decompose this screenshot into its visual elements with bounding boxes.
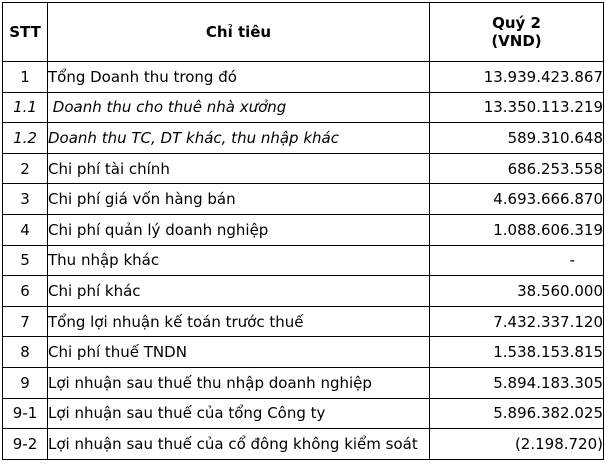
row-indicator: Lợi nhuận sau thuế của cổ đông không kiểm soát	[48, 429, 430, 460]
row-indicator: Lợi nhuận sau thuế thu nhập doanh nghiệp	[48, 367, 430, 398]
table-row	[3, 92, 604, 123]
header-indicator: Chỉ tiêu	[48, 3, 430, 62]
row-value: 4.693.666.870	[430, 184, 604, 215]
header-value-unit: (VND)	[491, 32, 542, 50]
table-row	[3, 184, 604, 215]
row-value: 13.939.423.867	[430, 62, 604, 93]
row-indicator: Chi phí thuế TNDN	[48, 337, 430, 368]
table-row	[3, 276, 604, 307]
header-stt: STT	[3, 3, 48, 62]
row-value: 5.894.183.305	[430, 367, 604, 398]
table-row	[3, 123, 604, 154]
row-indicator: Chi phí khác	[48, 276, 430, 307]
row-stt: 1	[3, 62, 48, 93]
row-stt: 9	[3, 367, 48, 398]
row-stt: 6	[3, 276, 48, 307]
row-stt: 8	[3, 337, 48, 368]
row-value: (2.198.720)	[430, 429, 604, 460]
table-row	[3, 398, 604, 429]
row-indicator: Doanh thu cho thuê nhà xưởng	[48, 92, 430, 123]
financial-table	[2, 2, 604, 460]
table-row	[3, 214, 604, 245]
row-indicator: Thu nhập khác	[48, 245, 430, 276]
row-stt: 1.1	[3, 92, 48, 123]
row-value: 589.310.648	[430, 123, 604, 154]
header-value	[430, 3, 604, 62]
row-indicator: Tổng Doanh thu trong đó	[48, 62, 430, 93]
table-row	[3, 429, 604, 460]
row-stt: 2	[3, 153, 48, 184]
row-indicator: Chi phí giá vốn hàng bán	[48, 184, 430, 215]
row-indicator: Tổng lợi nhuận kế toán trước thuế	[48, 306, 430, 337]
row-stt: 5	[3, 245, 48, 276]
row-value: 1.538.153.815	[430, 337, 604, 368]
row-stt: 9-1	[3, 398, 48, 429]
row-value: -	[430, 245, 604, 276]
table-row	[3, 62, 604, 93]
table-row	[3, 306, 604, 337]
row-value: 5.896.382.025	[430, 398, 604, 429]
table-row	[3, 337, 604, 368]
row-stt: 1.2	[3, 123, 48, 154]
row-stt: 3	[3, 184, 48, 215]
table-row	[3, 367, 604, 398]
row-value: 38.560.000	[430, 276, 604, 307]
row-value: 686.253.558	[430, 153, 604, 184]
row-value: 13.350.113.219	[430, 92, 604, 123]
row-stt: 9-2	[3, 429, 48, 460]
row-stt: 4	[3, 214, 48, 245]
table-row	[3, 245, 604, 276]
row-indicator: Chi phí tài chính	[48, 153, 430, 184]
row-value: 7.432.337.120	[430, 306, 604, 337]
table-header-row	[3, 3, 604, 62]
table-row	[3, 153, 604, 184]
row-value: 1.088.606.319	[430, 214, 604, 245]
row-indicator: Lợi nhuận sau thuế của tổng Công ty	[48, 398, 430, 429]
row-stt: 7	[3, 306, 48, 337]
row-indicator: Chi phí quản lý doanh nghiệp	[48, 214, 430, 245]
header-value-period: Quý 2	[492, 14, 541, 32]
row-indicator: Doanh thu TC, DT khác, thu nhập khác	[48, 123, 430, 154]
